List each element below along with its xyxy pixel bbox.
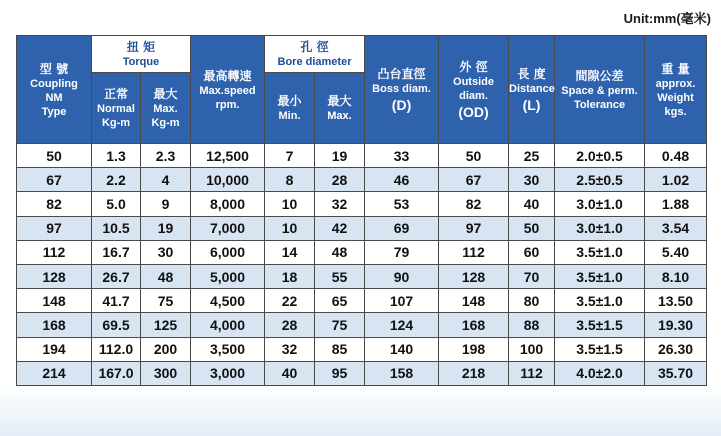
cell-boss-diam: 53 (365, 192, 439, 216)
cell-space-tolerance: 3.5±1.0 (555, 289, 645, 313)
cell-type: 148 (17, 289, 92, 313)
header-boss-en2: (D) (391, 96, 412, 113)
cell-distance: 80 (509, 289, 555, 313)
cell-boss-diam: 107 (365, 289, 439, 313)
header-speed-zh: 最高轉速 (203, 68, 252, 83)
cell-weight: 0.48 (645, 144, 707, 168)
header-torque-zh: 扭 矩 (126, 40, 156, 54)
cell-torque-normal: 26.7 (92, 264, 141, 288)
cell-distance: 50 (509, 216, 555, 240)
cell-max-speed: 8,000 (191, 192, 265, 216)
cell-torque-max: 2.3 (141, 144, 191, 168)
cell-weight: 13.50 (645, 289, 707, 313)
header-weight-en1: approx. (655, 77, 696, 90)
header-torque (92, 36, 191, 73)
cell-torque-normal: 112.0 (92, 337, 141, 361)
cell-torque-normal: 167.0 (92, 361, 141, 385)
header-outside-zh: 外 徑 (459, 59, 488, 74)
header-torque-normal-en1: Normal (97, 103, 135, 115)
cell-bore-max: 42 (315, 216, 365, 240)
cell-outside-diam: 97 (439, 216, 509, 240)
cell-torque-normal: 2.2 (92, 168, 141, 192)
header-torque-en: Torque (122, 56, 160, 68)
cell-torque-max: 4 (141, 168, 191, 192)
header-bore-min (265, 73, 315, 144)
cell-max-speed: 6,000 (191, 240, 265, 264)
cell-boss-diam: 46 (365, 168, 439, 192)
header-torque-normal-zh: 正常 (103, 87, 128, 101)
header-type (17, 36, 92, 144)
cell-max-speed: 7,000 (191, 216, 265, 240)
cell-bore-min: 10 (265, 216, 315, 240)
cell-torque-normal: 5.0 (92, 192, 141, 216)
cell-space-tolerance: 2.0±0.5 (555, 144, 645, 168)
header-bore-en: Bore diameter (277, 56, 352, 68)
cell-max-speed: 12,500 (191, 144, 265, 168)
cell-weight: 3.54 (645, 216, 707, 240)
cell-bore-min: 32 (265, 337, 315, 361)
table-row (17, 168, 707, 192)
header-bore-max (315, 73, 365, 144)
cell-space-tolerance: 3.5±1.5 (555, 313, 645, 337)
header-bore-max-zh: 最大 (327, 94, 352, 108)
header-weight-zh: 重 量 (661, 61, 690, 76)
header-distance (509, 36, 555, 144)
header-speed (191, 36, 265, 144)
cell-outside-diam: 148 (439, 289, 509, 313)
table-row (17, 240, 707, 264)
cell-distance: 70 (509, 264, 555, 288)
header-bore-zh: 孔 徑 (300, 40, 329, 54)
header-space-zh: 間隙公差 (575, 68, 624, 83)
cell-space-tolerance: 2.5±0.5 (555, 168, 645, 192)
header-torque-max-en1: Max. (153, 103, 178, 115)
header-distance-zh: 長 度 (517, 66, 546, 81)
cell-bore-min: 40 (265, 361, 315, 385)
header-weight (645, 36, 707, 144)
cell-outside-diam: 128 (439, 264, 509, 288)
header-bore-min-zh: 最小 (277, 94, 302, 108)
cell-bore-max: 48 (315, 240, 365, 264)
cell-bore-max: 65 (315, 289, 365, 313)
cell-type: 194 (17, 337, 92, 361)
cell-distance: 112 (509, 361, 555, 385)
cell-boss-diam: 124 (365, 313, 439, 337)
header-bore-min-en: Min. (278, 110, 301, 122)
cell-weight: 19.30 (645, 313, 707, 337)
header-outside-en2: diam. (459, 89, 488, 102)
cell-weight: 8.10 (645, 264, 707, 288)
cell-weight: 26.30 (645, 337, 707, 361)
cell-torque-normal: 41.7 (92, 289, 141, 313)
cell-outside-diam: 82 (439, 192, 509, 216)
cell-torque-normal: 1.3 (92, 144, 141, 168)
header-torque-max-en2: Kg-m (151, 117, 180, 129)
cell-boss-diam: 140 (365, 337, 439, 361)
cell-distance: 100 (509, 337, 555, 361)
cell-bore-max: 55 (315, 264, 365, 288)
cell-space-tolerance: 4.0±2.0 (555, 361, 645, 385)
cell-torque-max: 30 (141, 240, 191, 264)
cell-torque-normal: 10.5 (92, 216, 141, 240)
cell-boss-diam: 69 (365, 216, 439, 240)
header-torque-max (141, 73, 191, 144)
header-type-en2: NM (45, 91, 63, 104)
header-boss-en1: Boss diam. (372, 82, 431, 95)
cell-outside-diam: 50 (439, 144, 509, 168)
table-row (17, 337, 707, 361)
cell-bore-max: 32 (315, 192, 365, 216)
table-body (17, 144, 707, 386)
cell-torque-max: 19 (141, 216, 191, 240)
cell-bore-max: 85 (315, 337, 365, 361)
header-outside (439, 36, 509, 144)
cell-torque-max: 300 (141, 361, 191, 385)
header-type-en1: Coupling (30, 77, 78, 90)
table-row (17, 313, 707, 337)
cell-max-speed: 10,000 (191, 168, 265, 192)
cell-bore-min: 10 (265, 192, 315, 216)
cell-outside-diam: 112 (439, 240, 509, 264)
cell-bore-min: 18 (265, 264, 315, 288)
unit-label: Unit:mm(毫米) (623, 11, 711, 26)
header-boss-zh: 凸台直徑 (377, 66, 426, 81)
cell-max-speed: 5,000 (191, 264, 265, 288)
cell-outside-diam: 218 (439, 361, 509, 385)
cell-type: 67 (17, 168, 92, 192)
cell-outside-diam: 198 (439, 337, 509, 361)
cell-bore-min: 28 (265, 313, 315, 337)
header-space-en2: Tolerance (573, 98, 626, 111)
cell-weight: 5.40 (645, 240, 707, 264)
cell-weight: 1.88 (645, 192, 707, 216)
header-outside-en3: (OD) (458, 103, 489, 120)
cell-boss-diam: 90 (365, 264, 439, 288)
header-outside-en1: Outside (453, 75, 494, 88)
cell-bore-min: 14 (265, 240, 315, 264)
cell-bore-max: 28 (315, 168, 365, 192)
cell-max-speed: 4,500 (191, 289, 265, 313)
header-distance-en2: (L) (522, 96, 541, 113)
cell-type: 168 (17, 313, 92, 337)
cell-type: 82 (17, 192, 92, 216)
cell-weight: 35.70 (645, 361, 707, 385)
table-row (17, 144, 707, 168)
cell-distance: 30 (509, 168, 555, 192)
cell-max-speed: 3,500 (191, 337, 265, 361)
cell-bore-min: 22 (265, 289, 315, 313)
cell-space-tolerance: 3.0±1.0 (555, 192, 645, 216)
table-row (17, 361, 707, 385)
table-row (17, 192, 707, 216)
cell-max-speed: 3,000 (191, 361, 265, 385)
cell-torque-max: 125 (141, 313, 191, 337)
cell-space-tolerance: 3.5±1.0 (555, 264, 645, 288)
header-torque-max-zh: 最大 (153, 87, 178, 101)
header-bore (265, 36, 365, 73)
cell-type: 97 (17, 216, 92, 240)
cell-bore-min: 7 (265, 144, 315, 168)
header-space-en1: Space & perm. (561, 84, 638, 97)
table-row (17, 289, 707, 313)
table-header (17, 36, 707, 144)
cell-torque-max: 75 (141, 289, 191, 313)
cell-type: 50 (17, 144, 92, 168)
cell-distance: 60 (509, 240, 555, 264)
cell-bore-max: 75 (315, 313, 365, 337)
cell-bore-min: 8 (265, 168, 315, 192)
header-type-zh: 型 號 (39, 61, 69, 76)
header-torque-normal (92, 73, 141, 144)
cell-bore-max: 19 (315, 144, 365, 168)
header-boss (365, 36, 439, 144)
cell-weight: 1.02 (645, 168, 707, 192)
cell-boss-diam: 158 (365, 361, 439, 385)
cell-boss-diam: 33 (365, 144, 439, 168)
cell-distance: 88 (509, 313, 555, 337)
cell-torque-max: 200 (141, 337, 191, 361)
header-bore-max-en: Max. (327, 110, 352, 122)
table-row (17, 216, 707, 240)
cell-space-tolerance: 3.0±1.0 (555, 216, 645, 240)
cell-type: 128 (17, 264, 92, 288)
cell-torque-max: 9 (141, 192, 191, 216)
header-weight-en3: kgs. (664, 105, 687, 118)
cell-boss-diam: 79 (365, 240, 439, 264)
cell-type: 112 (17, 240, 92, 264)
cell-torque-normal: 16.7 (92, 240, 141, 264)
cell-type: 214 (17, 361, 92, 385)
header-weight-en2: Weight (657, 91, 694, 104)
header-speed-en2: rpm. (215, 98, 240, 111)
cell-outside-diam: 67 (439, 168, 509, 192)
cell-space-tolerance: 3.5±1.0 (555, 240, 645, 264)
cell-outside-diam: 168 (439, 313, 509, 337)
table-row (17, 264, 707, 288)
header-torque-normal-en2: Kg-m (101, 117, 131, 129)
cell-distance: 40 (509, 192, 555, 216)
header-distance-en1: Distance (509, 82, 555, 95)
cell-distance: 25 (509, 144, 555, 168)
header-type-en3: Type (41, 105, 67, 118)
cell-torque-max: 48 (141, 264, 191, 288)
cell-bore-max: 95 (315, 361, 365, 385)
cell-torque-normal: 69.5 (92, 313, 141, 337)
cell-space-tolerance: 3.5±1.5 (555, 337, 645, 361)
header-space (555, 36, 645, 144)
cell-max-speed: 4,000 (191, 313, 265, 337)
header-speed-en1: Max.speed (199, 84, 256, 97)
coupling-spec-table (16, 35, 707, 386)
